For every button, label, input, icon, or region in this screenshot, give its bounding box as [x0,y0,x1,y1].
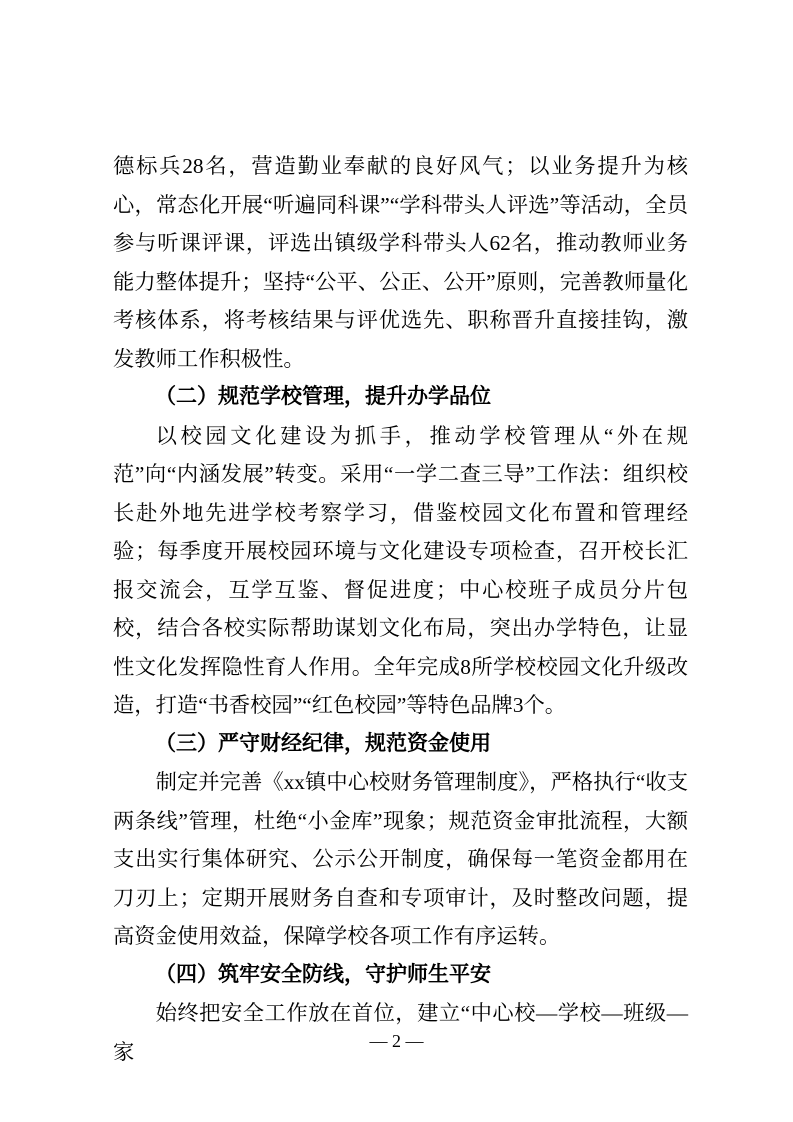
section-heading-4: （四）筑牢安全防线，守护师生平安 [155,962,491,986]
paragraph-continuation: 德标兵28名，营造勤业奉献的良好风气；以业务提升为核心，常态化开展“听遍同科课”“学科带头人评选”等活动，全员参与听课评课，评选出镇级学科带头人62名，推动教师业务能力整体提升；坚持“公平、公正、公开”原则，完善教师量化考核体系，将考核结果与评优选先、职称晋升直接挂钩，激发教师工作积极性。 [113,154,688,371]
paragraph-section-2: 以校园文化建设为抓手，推动学校管理从“外在规范”向“内涵发展”转变。采用“一学二查三导”工作法：组织校长赴外地先进学校考察学习，借鉴校园文化布置和管理经验；每季度开展校园环境与文化建设专项检查，召开校长汇报交流会，互学互鉴、督促进度；中心校班子成员分片包校，结合各校实际帮助谋划文化布局，突出办学特色，让显性文化发挥隐性育人作用。全年完成8所学校校园文化升级改造，打造“书香校园”“红色校园”等特色品牌3个。 [113,423,688,717]
section-heading-3: （三）严守财经纪律，规范资金使用 [155,731,491,755]
paragraph-section-4: 始终把安全工作放在首位，建立“中心校—学校—班级—家 [113,1001,688,1064]
section-heading-2: （二）规范学校管理，提升办学品位 [155,385,491,408]
page-number: — 2 — [369,1031,424,1051]
paragraph-section-3: 制定并完善《xx镇中心校财务管理制度》，严格执行“收支两条线”管理，杜绝“小金库”现象；规范资金审批流程，大额支出实行集体研究、公示公开制度，确保每一笔资金都用在刀刃上；定期开展财务自查和专项审计，及时整改问题，提高资金使用效益，保障学校各项工作有序运转。 [113,770,688,948]
document-body [113,147,688,1071]
